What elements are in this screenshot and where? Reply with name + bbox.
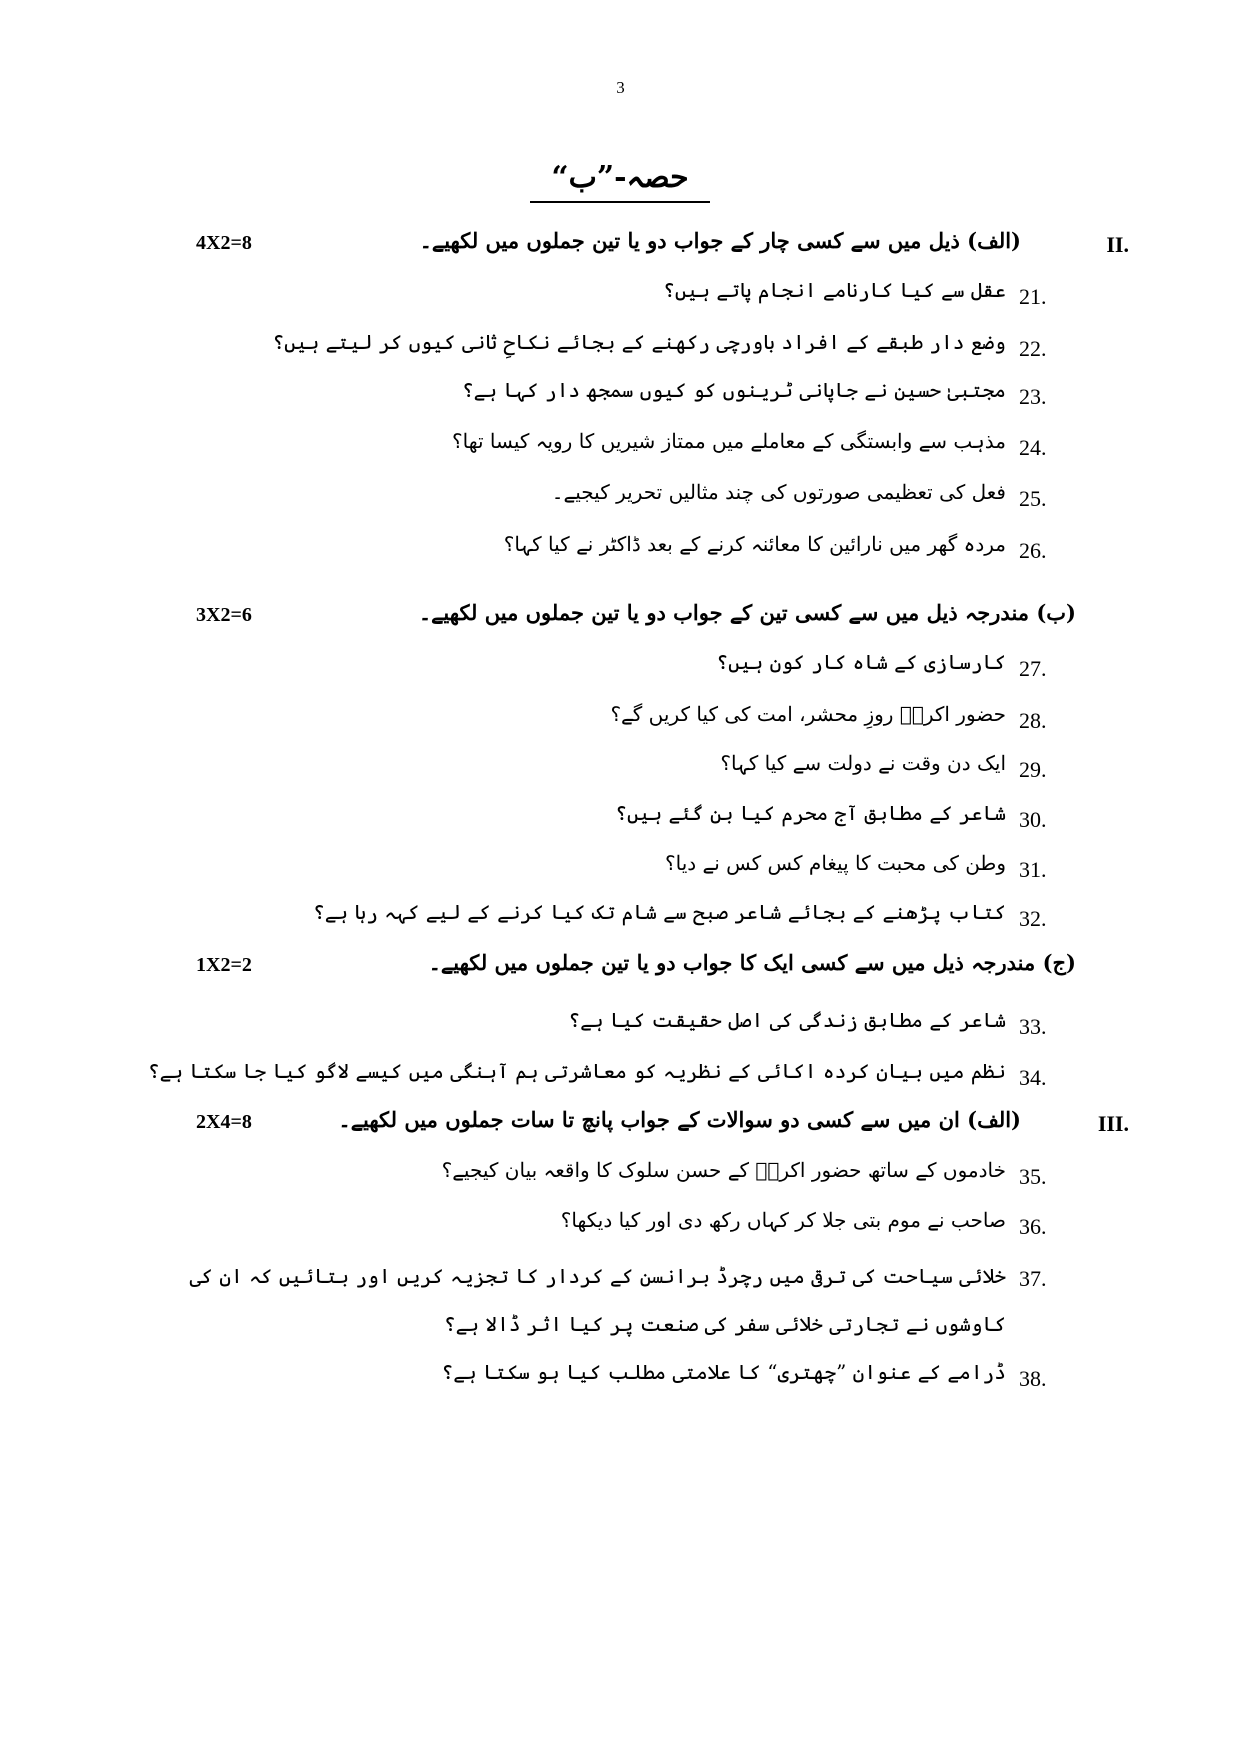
question-row (0, 328, 1241, 376)
question-text: وطن کی محبت کا پیغام کس کس نے دیا؟ (665, 851, 1006, 875)
page-number: 3 (616, 78, 625, 97)
question-row (0, 1258, 1241, 1354)
marks-allocation: 1X2=2 (196, 954, 252, 976)
question-text: ڈرامے کے عنوان ”چھتری“ کا علامتی مطلب کیا ہو سکتا ہے؟ (441, 1360, 1006, 1384)
question-row (0, 1057, 1241, 1105)
question-text: عقل سے کیا کارنامے انجام پاتے ہیں؟ (663, 278, 1006, 302)
question-row (0, 276, 1241, 324)
section-ii-heading-row (0, 226, 1241, 274)
section-title: حصہ-”ب“ (530, 160, 710, 203)
question-row (0, 898, 1241, 946)
question-group-heading: (الف) ان میں سے کسی دو سوالات کے جواب پانچ تا سات جملوں میں لکھیے۔ (338, 1107, 1021, 1132)
question-number: 36. (1019, 1214, 1047, 1239)
question-text: مذہب سے وابستگی کے معاملے میں ممتاز شیریں کا رویہ کیسا تھا؟ (452, 429, 1006, 453)
question-text: نظم میں بیان کردہ اکائی کے نظریہ کو معاشرتی ہم آہنگی میں کیسے لاگو کیا جا سکتا ہے؟ (147, 1059, 1006, 1083)
question-number: 31. (1019, 857, 1047, 882)
question-row (0, 376, 1241, 424)
question-group-heading: (ب) مندرجہ ذیل میں سے کسی تین کے جواب دو یا تین جملوں میں لکھیے۔ (418, 600, 1076, 625)
question-row (0, 427, 1241, 475)
question-row (0, 799, 1241, 847)
section-roman-numeral: III. (1097, 1111, 1129, 1136)
question-number: 29. (1019, 757, 1047, 782)
question-row (0, 749, 1241, 797)
question-text: فعل کی تعظیمی صورتوں کی چند مثالیں تحریر کیجیے۔ (551, 480, 1006, 504)
question-number: 22. (1019, 336, 1047, 361)
marks-allocation: 4X2=8 (196, 232, 252, 254)
question-number: 38. (1019, 1366, 1047, 1391)
question-row (0, 530, 1241, 578)
section-iii-heading-row (0, 1105, 1241, 1153)
question-text: کارسازی کے شاہ کار کون ہیں؟ (716, 650, 1006, 674)
question-number: 28. (1019, 708, 1047, 733)
question-number: 23. (1019, 384, 1047, 409)
question-group-heading: (الف) ذیل میں سے کسی چار کے جواب دو یا تین جملوں میں لکھیے۔ (419, 228, 1021, 253)
question-text: مردہ گھر میں نارائین کا معائنہ کرنے کے بعد ڈاکٹر نے کیا کہا؟ (503, 532, 1006, 556)
question-row (0, 849, 1241, 897)
question-number: 30. (1019, 807, 1047, 832)
question-text: صاحب نے موم بتی جلا کر کہاں رکھ دی اور کیا دیکھا؟ (560, 1208, 1006, 1232)
question-number: 32. (1019, 906, 1047, 931)
question-row (0, 1006, 1241, 1054)
question-number: 34. (1019, 1065, 1047, 1090)
question-text: حضور اکرمؐ روزِ محشر، امت کی کیا کریں گے؟ (610, 702, 1006, 726)
question-row (0, 1358, 1241, 1406)
question-group-heading: (ج) مندرجہ ذیل میں سے کسی ایک کا جواب دو یا تین جملوں میں لکھیے۔ (428, 950, 1076, 975)
question-group-heading-row (0, 948, 1241, 996)
question-row (0, 478, 1241, 526)
question-row (0, 648, 1241, 696)
question-text: شاعر کے مطابق آج محرم کیا بن گئے ہیں؟ (615, 801, 1006, 825)
question-group-heading-row (0, 598, 1241, 646)
section-roman-numeral: II. (1106, 232, 1129, 257)
marks-allocation: 2X4=8 (196, 1111, 252, 1133)
question-text: ایک دن وقت نے دولت سے کیا کہا؟ (720, 751, 1006, 775)
question-row (0, 1156, 1241, 1204)
question-number: 27. (1019, 656, 1047, 681)
question-text: کتاب پڑھنے کے بجائے شاعر صبح سے شام تک کیا کرنے کے لیے کہہ رہا ہے؟ (312, 900, 1006, 924)
question-number: 37. (1019, 1266, 1047, 1291)
question-row (0, 1206, 1241, 1254)
question-text: وضع دار طبقے کے افراد باورچی رکھنے کے بجائے نکاحِ ثانی کیوں کر لیتے ہیں؟ (272, 330, 1006, 354)
question-number: 35. (1019, 1164, 1047, 1189)
question-text: مجتبیٰ حسین نے جاپانی ٹرینوں کو کیوں سمجھ دار کہا ہے؟ (461, 378, 1006, 402)
question-number: 24. (1019, 435, 1047, 460)
question-text: خلائی سیاحت کی ترقی میں رچرڈ برانسن کے کردار کا تجزیہ کریں اور بتائیں کہ ان کی کاوشوں نے تجارتی خلائی سفر کی صنعت پر کیا اثر ڈالا ہے؟ (189, 1264, 1006, 1336)
question-number: 25. (1019, 486, 1047, 511)
question-row (0, 700, 1241, 748)
question-number: 21. (1019, 284, 1047, 309)
question-number: 26. (1019, 538, 1047, 563)
question-number: 33. (1019, 1014, 1047, 1039)
question-text: شاعر کے مطابق زندگی کی اصل حقیقت کیا ہے؟ (568, 1008, 1006, 1032)
marks-allocation: 3X2=6 (196, 604, 252, 626)
question-text: خادموں کے ساتھ حضور اکرمؐ کے حسن سلوک کا واقعہ بیان کیجیے؟ (441, 1158, 1006, 1182)
